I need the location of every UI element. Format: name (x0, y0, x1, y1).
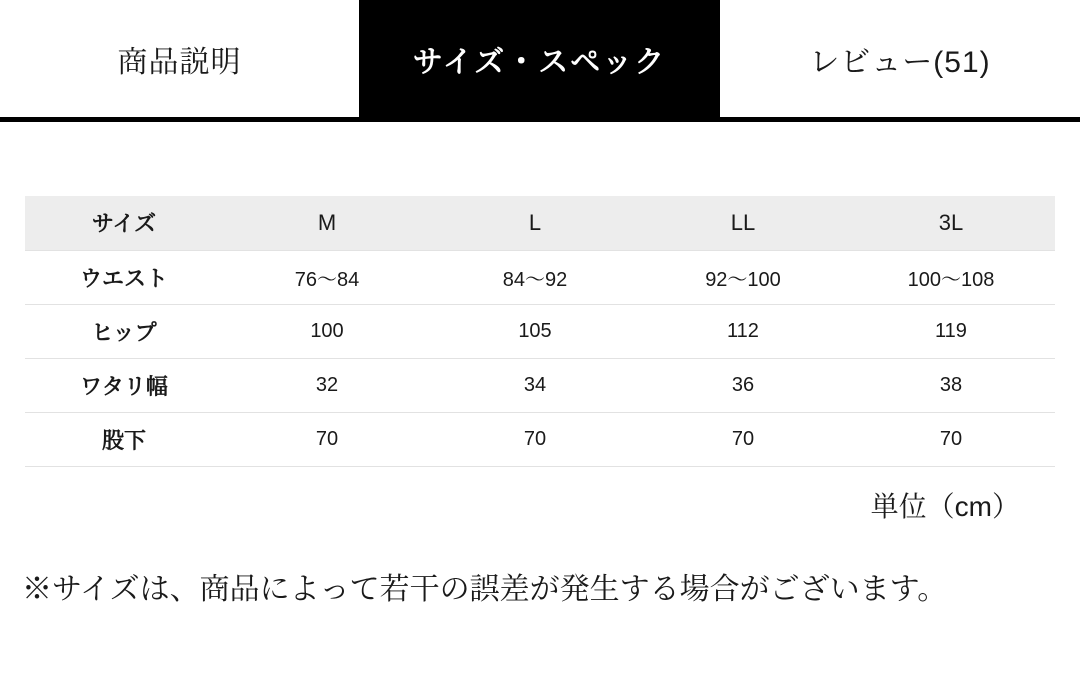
tab-description-label: 商品説明 (117, 45, 242, 79)
column-header-l: L (431, 196, 639, 250)
cell-inseam-l: 70 (431, 412, 639, 466)
table-header-row (25, 196, 1055, 250)
table-row (25, 250, 1055, 304)
cell-hip-ll: 112 (639, 304, 847, 358)
tab-description[interactable] (0, 0, 359, 117)
table-row (25, 304, 1055, 358)
row-header-thigh-width: ワタリ幅 (25, 358, 223, 412)
cell-thigh-l: 34 (431, 358, 639, 412)
unit-note: 単位（cm） (870, 490, 1020, 522)
cell-inseam-3l: 70 (847, 412, 1055, 466)
cell-waist-3l: 100〜108 (847, 250, 1055, 304)
table-row (25, 358, 1055, 412)
tab-reviews[interactable] (720, 0, 1080, 117)
cell-waist-m: 76〜84 (223, 250, 431, 304)
cell-thigh-m: 32 (223, 358, 431, 412)
cell-thigh-3l: 38 (847, 358, 1055, 412)
cell-inseam-ll: 70 (639, 412, 847, 466)
tab-size-spec[interactable] (359, 0, 720, 117)
size-spec-table-container (0, 122, 1080, 525)
column-header-3l: 3L (847, 196, 1055, 250)
cell-inseam-m: 70 (223, 412, 431, 466)
cell-thigh-ll: 36 (639, 358, 847, 412)
size-spec-table (25, 196, 1055, 467)
tab-bar (0, 0, 1080, 122)
row-header-waist: ウエスト (25, 250, 223, 304)
tab-reviews-label: レビュー(51) (809, 45, 991, 79)
tab-size-spec-label: サイズ・スペック (412, 45, 667, 79)
cell-hip-l: 105 (431, 304, 639, 358)
cell-waist-l: 84〜92 (431, 250, 639, 304)
cell-waist-ll: 92〜100 (639, 250, 847, 304)
row-header-inseam: 股下 (25, 412, 223, 466)
table-header (25, 196, 1055, 250)
column-header-m: M (223, 196, 431, 250)
cell-hip-m: 100 (223, 304, 431, 358)
column-header-ll: LL (639, 196, 847, 250)
cell-hip-3l: 119 (847, 304, 1055, 358)
table-body (25, 250, 1055, 466)
size-disclaimer: ※サイズは、商品によって若干の誤差が発生する場合がございます。 (22, 572, 948, 606)
row-header-hip: ヒップ (25, 304, 223, 358)
table-row (25, 412, 1055, 466)
column-header-size: サイズ (25, 196, 223, 250)
